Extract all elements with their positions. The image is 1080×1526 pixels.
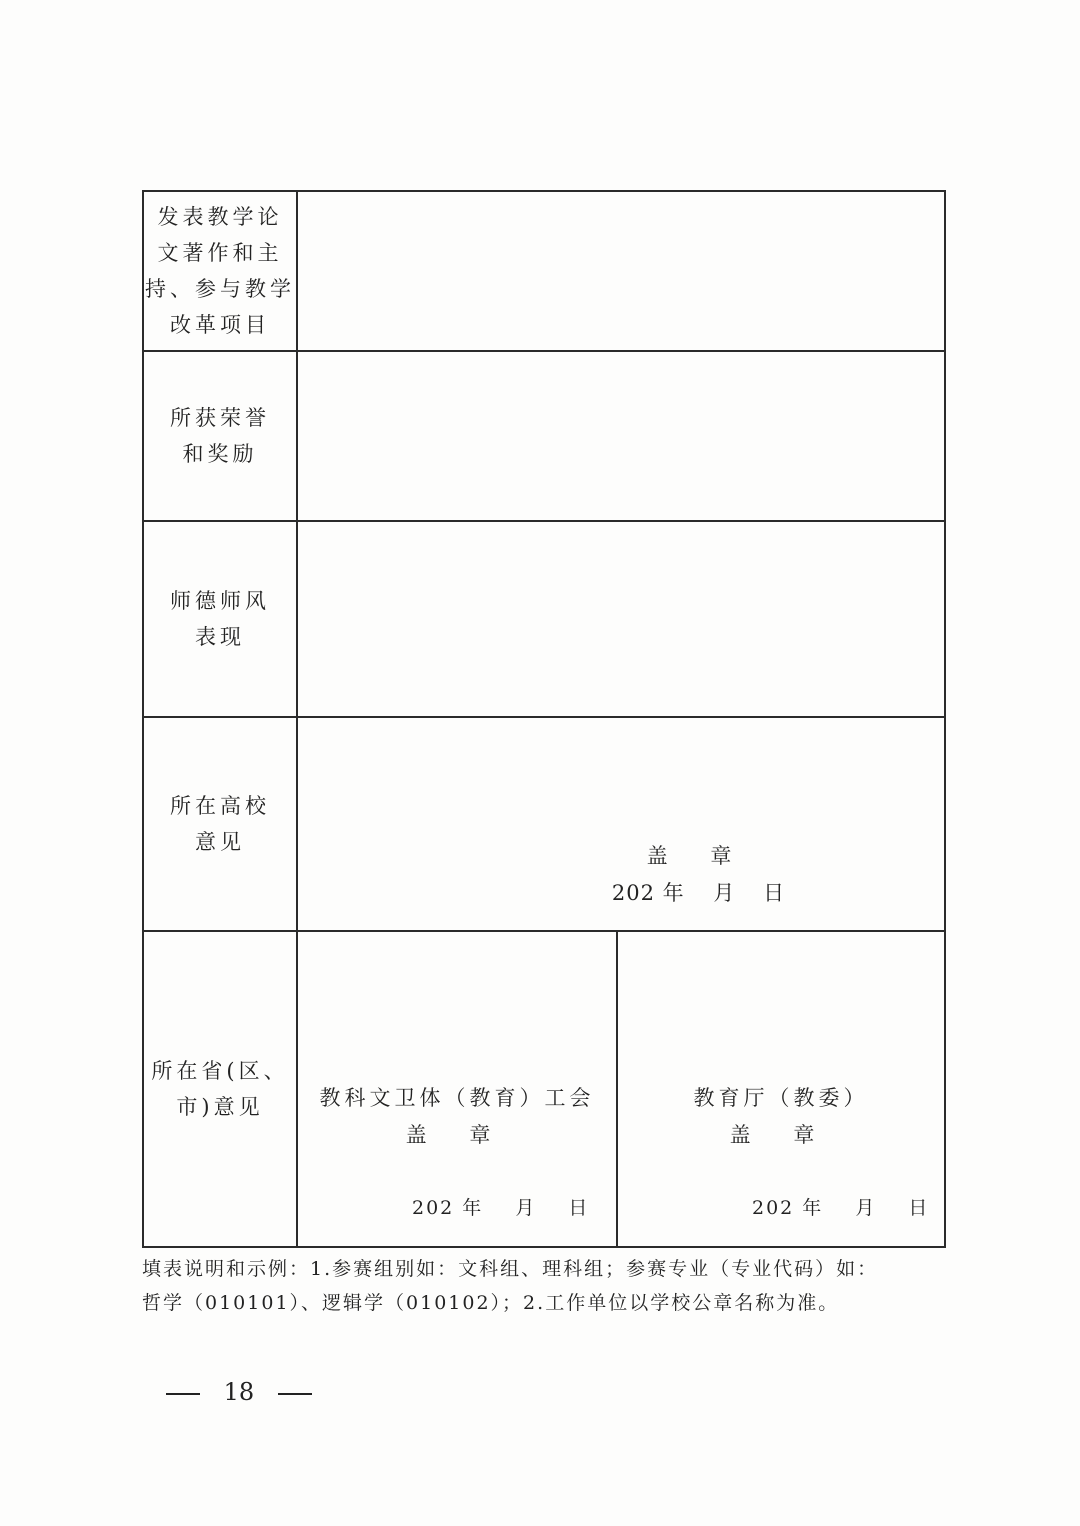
- union-org-name: 教科文卫体（教育）工会: [319, 1086, 595, 1110]
- school-opinion-field[interactable]: [297, 717, 945, 931]
- label-line: 和奖励: [182, 442, 258, 466]
- note-line-2: 哲学（010101）、逻辑学（010102）；2.工作单位以学校公章名称为准。: [142, 1292, 840, 1314]
- label-line: 改革项目: [170, 313, 270, 337]
- label-line: 发表教学论: [157, 205, 283, 229]
- label-line: 市)意见: [176, 1095, 264, 1119]
- education-dept-org-name: 教育厅（教委）: [693, 1086, 869, 1110]
- dash-right: [278, 1393, 312, 1395]
- date-line: [412, 1190, 589, 1227]
- date-year: 202 年: [412, 1197, 484, 1219]
- date-month: 月: [855, 1197, 877, 1219]
- date-day: 日: [763, 881, 785, 905]
- label-school-opinion: [143, 717, 297, 931]
- form-row-publications: [143, 191, 945, 351]
- date-line: [752, 1190, 929, 1227]
- date-year: 202 年: [611, 881, 685, 905]
- date-year: 202 年: [752, 1197, 824, 1219]
- label-line: 意见: [195, 830, 245, 854]
- date-line: [598, 875, 798, 912]
- note-line-1: 填表说明和示例：1.参赛组别如：文科组、理科组；参赛专业（专业代码）如：: [142, 1258, 879, 1280]
- page-number: [166, 1372, 312, 1412]
- honors-field[interactable]: [297, 351, 945, 521]
- label-line: 所在高校: [170, 794, 270, 818]
- union-opinion-field[interactable]: [298, 932, 618, 1246]
- label-line: 表现: [195, 625, 245, 649]
- date-month: 月: [515, 1197, 537, 1219]
- date-month: 月: [713, 881, 735, 905]
- label-province-opinion: [143, 931, 297, 1247]
- label-line: 持、参与教学: [145, 277, 295, 301]
- date-day: 日: [568, 1197, 590, 1219]
- dash-left: [166, 1393, 200, 1395]
- seal-label: 盖 章: [646, 844, 750, 868]
- form-row-province-opinion: [143, 931, 945, 1247]
- date-day: 日: [908, 1197, 930, 1219]
- seal-label: 盖 章: [405, 1123, 509, 1147]
- form-row-honors: [143, 351, 945, 521]
- province-opinion-field: [297, 931, 945, 1247]
- label-line: 所获荣誉: [170, 406, 270, 430]
- label-ethics: [143, 521, 297, 717]
- province-opinion-split: [298, 932, 944, 1246]
- form-row-ethics: [143, 521, 945, 717]
- school-seal-block: [598, 838, 798, 912]
- page-number-value: 18: [223, 1378, 255, 1406]
- label-publications: [143, 191, 297, 351]
- label-honors: [143, 351, 297, 521]
- form-row-school-opinion: [143, 717, 945, 931]
- publications-field[interactable]: [297, 191, 945, 351]
- seal-label: 盖 章: [729, 1123, 833, 1147]
- application-form-table: [142, 190, 946, 1248]
- ethics-field[interactable]: [297, 521, 945, 717]
- label-line: 师德师风: [170, 589, 270, 613]
- label-line: 文著作和主: [157, 241, 283, 265]
- education-dept-opinion-field[interactable]: [618, 932, 944, 1246]
- form-instructions-note: [142, 1252, 952, 1320]
- label-line: 所在省(区、: [151, 1059, 289, 1083]
